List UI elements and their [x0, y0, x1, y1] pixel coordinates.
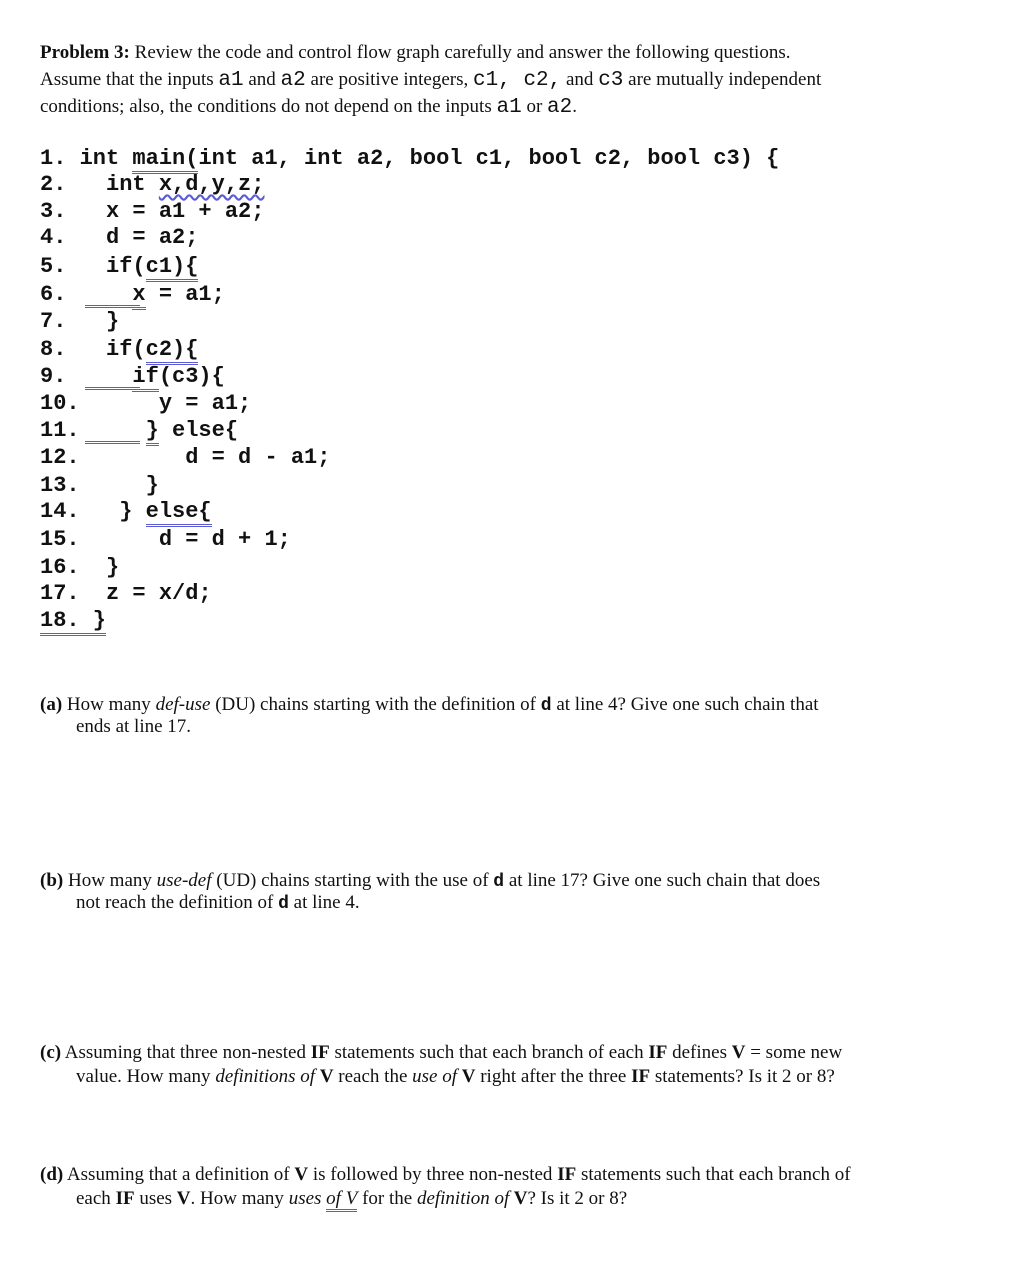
code-line-2: 2. int x,d,y,z;	[40, 172, 265, 197]
code-line-4: 4. d = a2;	[40, 225, 199, 250]
code-line-1: 1. int main(int a1, int a2, bool c1, bool c2, bool c3) {	[40, 146, 779, 172]
code-line-8: 8. if(c2){	[40, 337, 198, 363]
code-line-9: 9. if(c3){	[40, 364, 225, 390]
code-line-14: 14. } else{	[40, 499, 212, 525]
code-line-7: 7. }	[40, 309, 120, 334]
underline-mark	[85, 441, 140, 444]
problem-title: Problem 3:	[40, 42, 130, 63]
code-line-18: 18. }	[40, 608, 106, 634]
underline-mark	[85, 387, 140, 390]
underline-mark	[85, 305, 140, 308]
problem-header-line1: Problem 3: Review the code and control flow graph carefully and answer the following questions.	[40, 42, 791, 63]
code-line-10: 10. y = a1;	[40, 391, 252, 416]
question-d-label: (d)	[40, 1164, 64, 1185]
code-line-6: 6. x = a1;	[40, 282, 225, 308]
code-line-12: 12. d = d - a1;	[40, 445, 331, 470]
code-line-15: 15. d = d + 1;	[40, 527, 291, 552]
problem-header-line2: Assume that the inputs a1 and a2 are positive integers, c1, c2, and c3 are mutually independent	[40, 69, 822, 92]
code-line-5: 5. if(c1){	[40, 254, 198, 280]
question-a-label: (a)	[40, 694, 63, 715]
code-line-17: 17. z = x/d;	[40, 581, 212, 606]
problem-header-line3: conditions; also, the conditions do not depend on the inputs a1 or a2.	[40, 96, 577, 119]
code-line-11: 11. } else{	[40, 418, 238, 444]
code-line-16: 16. }	[40, 555, 120, 580]
code-line-13: 13. }	[40, 473, 159, 498]
question-b-label: (b)	[40, 870, 64, 891]
question-c-label: (c)	[40, 1042, 62, 1063]
code-line-3: 3. x = a1 + a2;	[40, 199, 265, 224]
